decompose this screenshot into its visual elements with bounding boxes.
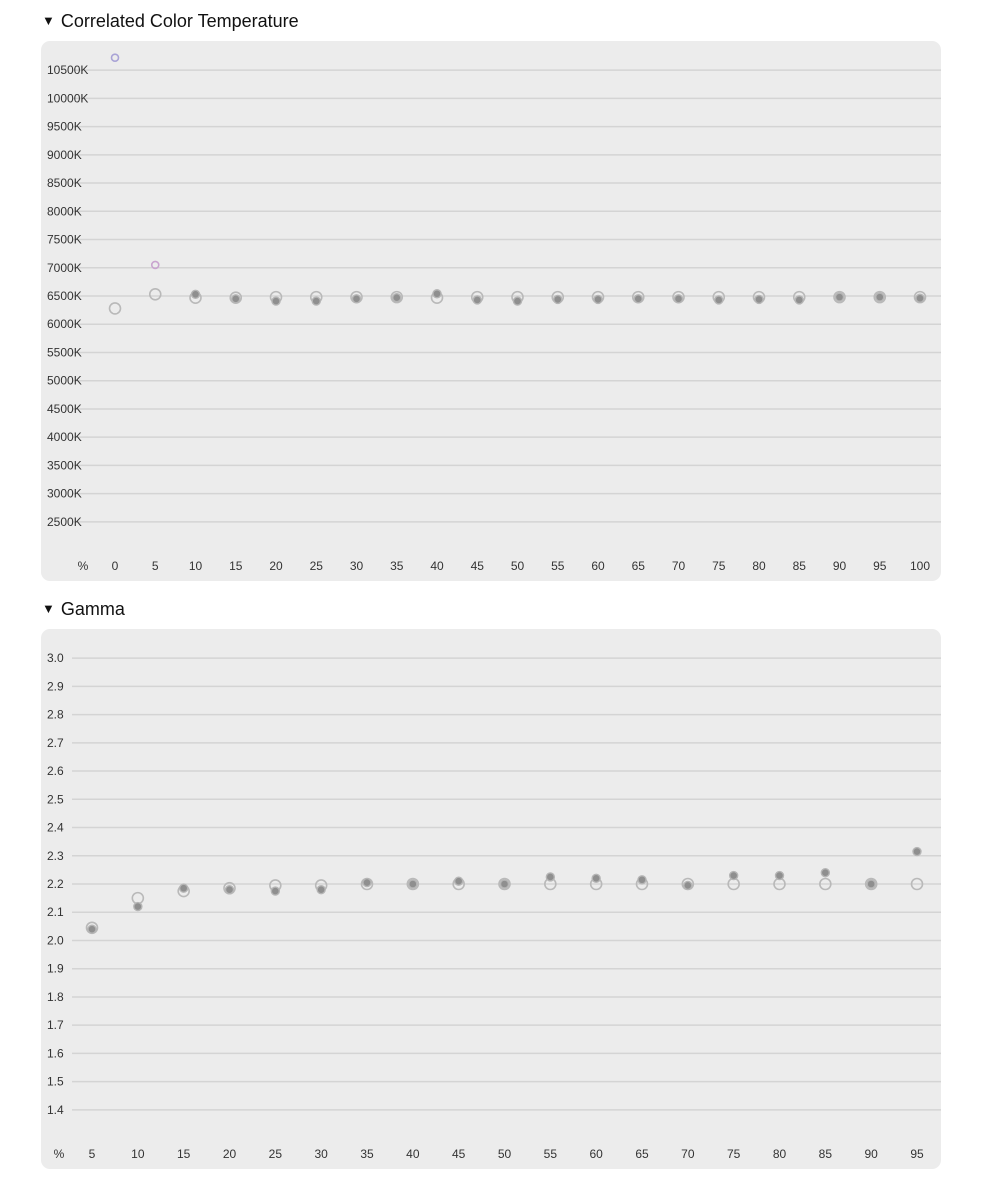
cct-y-tick-label: 8500K [47, 176, 82, 191]
gamma-x-tick-label: 65 [635, 1147, 649, 1161]
cct-y-tick-label: 5500K [47, 345, 82, 360]
cct-chart [41, 41, 941, 581]
gamma-measured-point [501, 880, 509, 888]
gamma-x-tick-label: 50 [497, 1147, 512, 1161]
cct-x-tick-label: 25 [309, 559, 323, 573]
cct-section-header[interactable] [42, 10, 299, 32]
cct-measured-point [473, 296, 481, 304]
gamma-x-tick-label: 55 [543, 1147, 558, 1161]
cct-x-tick-label: 80 [752, 559, 766, 573]
gamma-measured-point [638, 876, 646, 884]
cct-x-tick-label: 40 [430, 559, 444, 573]
gamma-measured-point [180, 884, 188, 892]
gamma-x-tick-label: 85 [818, 1147, 833, 1161]
cct-measured-point [755, 295, 763, 303]
cct-x-tick-label: 10 [188, 559, 203, 573]
cct-measured-point [916, 294, 924, 302]
gamma-y-tick-label: 1.5 [47, 1074, 64, 1089]
cct-x-tick-label: 90 [832, 559, 847, 573]
gamma-section-title: Gamma [60, 599, 125, 619]
gamma-x-tick-label: 90 [864, 1147, 878, 1161]
gamma-y-tick-label: 1.4 [47, 1102, 64, 1117]
gamma-y-tick-label: 2.6 [47, 764, 64, 779]
gamma-y-tick-label: 1.7 [47, 1018, 64, 1033]
cct-y-tick-label: 2500K [47, 514, 82, 529]
cct-y-tick-label: 9500K [47, 119, 82, 134]
cct-y-tick-label: 3000K [47, 486, 82, 501]
cct-x-tick-label: 5 [151, 559, 159, 573]
gamma-x-tick-label: 45 [451, 1147, 466, 1161]
cct-x-tick-label: 30 [349, 559, 364, 573]
gamma-measured-point [867, 880, 875, 888]
gamma-y-tick-label: 2.4 [47, 820, 64, 835]
gamma-measured-point [592, 874, 600, 882]
collapse-triangle-icon[interactable]: ▼ [42, 13, 55, 28]
gamma-measured-point [317, 886, 325, 894]
gamma-y-tick-label: 2.7 [47, 735, 64, 750]
cct-x-tick-label: 95 [873, 559, 887, 573]
cct-measured-point [675, 295, 683, 303]
cct-y-tick-label: 5000K [47, 373, 82, 388]
cct-x-axis-label: % [77, 559, 89, 573]
gamma-y-tick-label: 2.9 [47, 679, 64, 694]
gamma-x-tick-label: 25 [268, 1147, 283, 1161]
cct-measured-point [836, 293, 844, 301]
cct-x-tick-label: 35 [390, 559, 404, 573]
cct-x-tick-label: 60 [591, 559, 605, 573]
gamma-measured-point [684, 881, 692, 889]
gamma-measured-point [546, 873, 554, 881]
gamma-y-tick-label: 1.9 [47, 961, 64, 976]
cct-y-tick-label: 4500K [47, 401, 82, 416]
cct-y-tick-label: 3500K [47, 458, 82, 473]
cct-measured-point [433, 290, 441, 298]
cct-measured-point [272, 297, 280, 305]
gamma-x-tick-label: 30 [314, 1147, 328, 1161]
gamma-measured-point [363, 879, 371, 887]
cct-x-tick-label: 45 [470, 559, 484, 573]
gamma-y-tick-label: 1.8 [47, 989, 64, 1004]
gamma-measured-point [455, 877, 463, 885]
cct-x-tick-label: 75 [712, 559, 726, 573]
gamma-measured-point [730, 872, 738, 880]
cct-measured-point [634, 295, 642, 303]
cct-x-tick-label: 70 [671, 559, 686, 573]
gamma-measured-point [271, 887, 279, 895]
cct-measured-point [353, 295, 361, 303]
cct-y-tick-label: 4000K [47, 430, 82, 445]
gamma-y-tick-label: 1.6 [47, 1046, 64, 1061]
cct-y-tick-label: 7500K [47, 232, 82, 247]
gamma-measured-point [821, 869, 829, 877]
cct-measured-point [554, 295, 562, 303]
cct-y-tick-label: 7000K [47, 260, 82, 275]
gamma-y-tick-label: 2.8 [47, 707, 64, 722]
cct-measured-point [876, 293, 884, 301]
cct-measured-point [312, 297, 320, 305]
gamma-chart-panel [41, 629, 941, 1169]
gamma-y-tick-label: 2.0 [47, 933, 64, 948]
cct-y-tick-label: 8000K [47, 204, 82, 219]
gamma-x-tick-label: 40 [406, 1147, 420, 1161]
gamma-measured-point [226, 886, 234, 894]
gamma-y-tick-label: 2.1 [47, 905, 64, 920]
cct-y-tick-label: 6500K [47, 289, 82, 303]
cct-y-tick-label: 6000K [47, 317, 82, 332]
cct-x-tick-label: 85 [792, 559, 806, 573]
cct-y-tick-label: 9000K [47, 147, 82, 162]
gamma-x-tick-label: 95 [910, 1147, 924, 1161]
cct-measured-point [795, 296, 803, 304]
cct-x-tick-label: 15 [229, 559, 243, 573]
cct-y-tick-label: 10000K [47, 91, 89, 106]
gamma-x-tick-label: 15 [176, 1147, 191, 1161]
gamma-y-tick-label: 3.0 [47, 651, 64, 666]
cct-measured-point [192, 290, 200, 298]
gamma-measured-point [134, 903, 142, 911]
gamma-measured-point [409, 880, 417, 888]
cct-measured-point [232, 295, 240, 303]
cct-measured-point [112, 54, 119, 61]
cct-x-tick-label: 0 [111, 559, 119, 573]
gamma-x-tick-label: 10 [131, 1147, 145, 1161]
cct-measured-point [514, 297, 522, 305]
cct-target-point [110, 303, 121, 314]
gamma-section-header[interactable] [42, 598, 125, 620]
gamma-x-tick-label: 75 [726, 1147, 741, 1161]
gamma-x-tick-label: 60 [589, 1147, 603, 1161]
gamma-x-axis-label: % [53, 1147, 65, 1161]
gamma-measured-point [776, 872, 784, 880]
cct-x-tick-label: 50 [510, 559, 525, 573]
cct-target-point [150, 289, 161, 300]
cct-section-title: Correlated Color Temperature [60, 11, 299, 31]
cct-measured-point [594, 295, 602, 303]
gamma-chart [41, 629, 941, 1169]
gamma-x-tick-label: 20 [222, 1147, 237, 1161]
gamma-x-tick-label: 70 [681, 1147, 695, 1161]
gamma-y-tick-label: 2.2 [47, 877, 64, 891]
cct-x-tick-label: 20 [269, 559, 283, 573]
cct-x-tick-label: 55 [551, 559, 565, 573]
cct-x-tick-label: 65 [631, 559, 645, 573]
cct-measured-point [715, 296, 723, 304]
cct-measured-point [393, 294, 401, 302]
gamma-y-tick-label: 2.3 [47, 848, 64, 863]
gamma-measured-point [913, 848, 921, 856]
gamma-x-tick-label: 35 [360, 1147, 374, 1161]
gamma-y-tick-label: 2.5 [47, 792, 64, 807]
gamma-x-tick-label: 80 [772, 1147, 787, 1161]
cct-y-tick-label: 10500K [47, 63, 89, 78]
collapse-triangle-icon[interactable]: ▼ [42, 601, 55, 616]
gamma-measured-point [88, 925, 96, 933]
cct-chart-panel [41, 41, 941, 581]
cct-x-tick-label: 100 [909, 559, 931, 573]
gamma-x-tick-label: 5 [88, 1147, 96, 1161]
